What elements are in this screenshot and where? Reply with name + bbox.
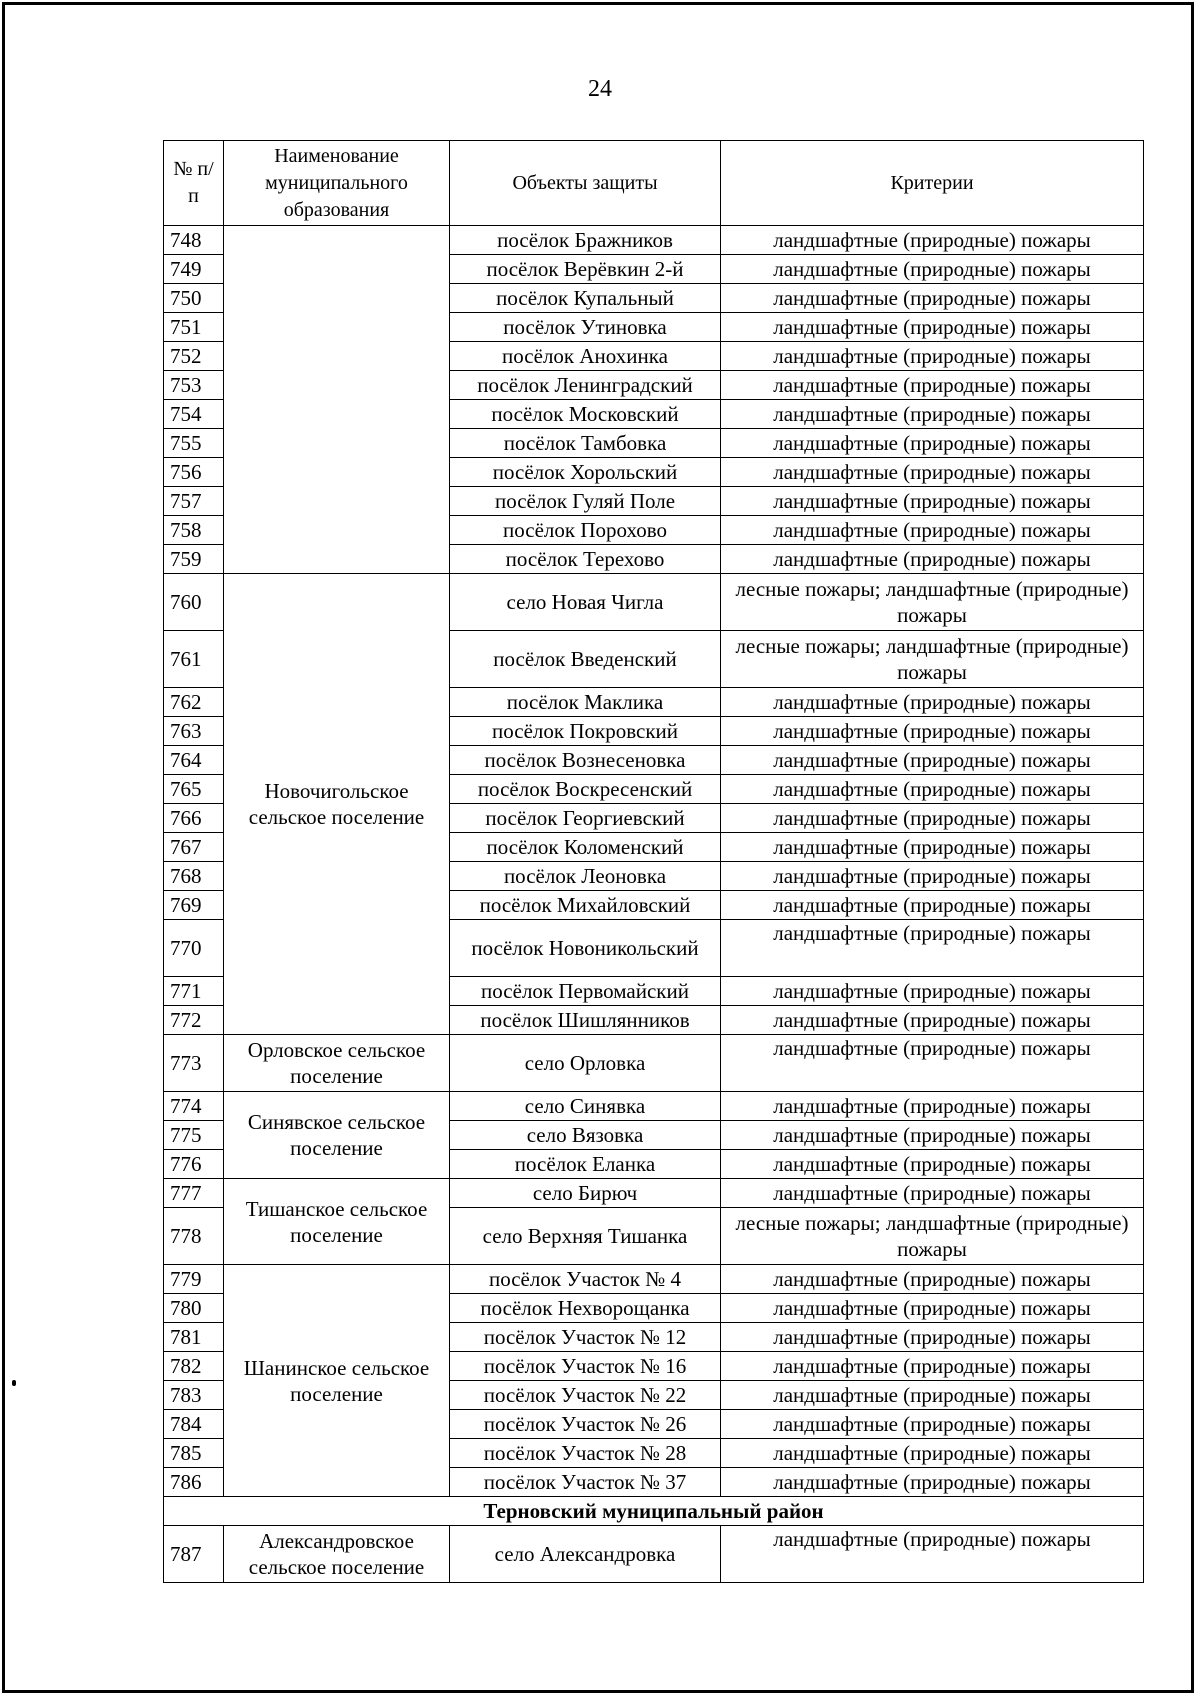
- municipality-cell: Тишанское сельское поселение: [224, 1179, 450, 1265]
- protection-object: посёлок Участок № 4: [450, 1265, 721, 1294]
- protection-object: посёлок Еланка: [450, 1150, 721, 1179]
- protection-object: село Синявка: [450, 1092, 721, 1121]
- criteria-cell: ландшафтные (природные) пожары: [721, 400, 1144, 429]
- protection-object: село Новая Чигла: [450, 574, 721, 631]
- page-number: 24: [588, 76, 612, 102]
- protection-object: посёлок Михайловский: [450, 891, 721, 920]
- row-number: 764: [164, 746, 224, 775]
- row-number: 769: [164, 891, 224, 920]
- row-number: 749: [164, 255, 224, 284]
- protection-object: посёлок Купальный: [450, 284, 721, 313]
- row-number: 782: [164, 1352, 224, 1381]
- protection-object: посёлок Тамбовка: [450, 429, 721, 458]
- protection-object: посёлок Маклика: [450, 688, 721, 717]
- protection-object: посёлок Леоновка: [450, 862, 721, 891]
- table-row: [164, 1092, 1144, 1121]
- row-number: 760: [164, 574, 224, 631]
- row-number: 773: [164, 1035, 224, 1092]
- criteria-cell: лесные пожары; ландшафтные (природные) пожары: [721, 631, 1144, 688]
- criteria-cell: ландшафтные (природные) пожары: [721, 1265, 1144, 1294]
- row-number: 787: [164, 1526, 224, 1583]
- row-number: 753: [164, 371, 224, 400]
- criteria-cell: ландшафтные (природные) пожары: [721, 1352, 1144, 1381]
- row-number: 761: [164, 631, 224, 688]
- table-row: [164, 1526, 1144, 1583]
- criteria-cell: ландшафтные (природные) пожары: [721, 1439, 1144, 1468]
- protection-object: посёлок Утиновка: [450, 313, 721, 342]
- protection-object: посёлок Новоникольский: [450, 920, 721, 977]
- protection-object: посёлок Коломенский: [450, 833, 721, 862]
- row-number: 780: [164, 1294, 224, 1323]
- row-number: 756: [164, 458, 224, 487]
- district-title: Терновский муниципальный район: [164, 1497, 1144, 1526]
- criteria-cell: ландшафтные (природные) пожары: [721, 1294, 1144, 1323]
- criteria-cell: ландшафтные (природные) пожары: [721, 1121, 1144, 1150]
- criteria-cell: ландшафтные (природные) пожары: [721, 516, 1144, 545]
- row-number: 755: [164, 429, 224, 458]
- row-number: 774: [164, 1092, 224, 1121]
- row-number: 754: [164, 400, 224, 429]
- row-number: 765: [164, 775, 224, 804]
- protection-object: посёлок Бражников: [450, 226, 721, 255]
- criteria-cell: ландшафтные (природные) пожары: [721, 920, 1144, 977]
- criteria-cell: ландшафтные (природные) пожары: [721, 1035, 1144, 1092]
- protection-object: посёлок Порохово: [450, 516, 721, 545]
- protection-object: посёлок Терехово: [450, 545, 721, 574]
- table-row: [164, 1035, 1144, 1092]
- protection-object: посёлок Хорольский: [450, 458, 721, 487]
- row-number: 770: [164, 920, 224, 977]
- protection-object: посёлок Воскресенский: [450, 775, 721, 804]
- criteria-cell: ландшафтные (природные) пожары: [721, 284, 1144, 313]
- criteria-cell: ландшафтные (природные) пожары: [721, 688, 1144, 717]
- criteria-cell: ландшафтные (природные) пожары: [721, 1526, 1144, 1583]
- criteria-cell: ландшафтные (природные) пожары: [721, 1410, 1144, 1439]
- criteria-cell: ландшафтные (природные) пожары: [721, 717, 1144, 746]
- protection-object: село Верхняя Тишанка: [450, 1208, 721, 1265]
- municipality-cell: Синявское сельское поселение: [224, 1092, 450, 1179]
- criteria-cell: ландшафтные (природные) пожары: [721, 371, 1144, 400]
- municipality-cell: Александровское сельское поселение: [224, 1526, 450, 1583]
- protection-object: посёлок Гуляй Поле: [450, 487, 721, 516]
- protection-object: село Александровка: [450, 1526, 721, 1583]
- criteria-cell: ландшафтные (природные) пожары: [721, 833, 1144, 862]
- table-header-row: [164, 141, 1144, 226]
- criteria-cell: ландшафтные (природные) пожары: [721, 226, 1144, 255]
- municipality-cell: Шанинское сельское поселение: [224, 1265, 450, 1497]
- criteria-cell: ландшафтные (природные) пожары: [721, 746, 1144, 775]
- criteria-cell: ландшафтные (природные) пожары: [721, 255, 1144, 284]
- criteria-cell: ландшафтные (природные) пожары: [721, 891, 1144, 920]
- row-number: 767: [164, 833, 224, 862]
- row-number: 775: [164, 1121, 224, 1150]
- row-number: 776: [164, 1150, 224, 1179]
- header-criteria: Критерии: [721, 141, 1144, 226]
- criteria-cell: ландшафтные (природные) пожары: [721, 1179, 1144, 1208]
- protection-object: посёлок Участок № 26: [450, 1410, 721, 1439]
- row-number: 786: [164, 1468, 224, 1497]
- criteria-cell: ландшафтные (природные) пожары: [721, 804, 1144, 833]
- protection-object: посёлок Московский: [450, 400, 721, 429]
- protection-object: посёлок Участок № 28: [450, 1439, 721, 1468]
- row-number: 783: [164, 1381, 224, 1410]
- criteria-cell: ландшафтные (природные) пожары: [721, 429, 1144, 458]
- protection-object: село Бирюч: [450, 1179, 721, 1208]
- row-number: 762: [164, 688, 224, 717]
- header-num: № п/п: [164, 141, 224, 226]
- row-number: 771: [164, 977, 224, 1006]
- criteria-cell: ландшафтные (природные) пожары: [721, 1381, 1144, 1410]
- table-row: [164, 226, 1144, 255]
- protection-object: посёлок Покровский: [450, 717, 721, 746]
- municipality-cell: [224, 226, 450, 574]
- criteria-cell: ландшафтные (природные) пожары: [721, 313, 1144, 342]
- protection-objects-table: [163, 140, 1144, 1583]
- protection-object: посёлок Шишлянников: [450, 1006, 721, 1035]
- criteria-cell: ландшафтные (природные) пожары: [721, 1323, 1144, 1352]
- row-number: 785: [164, 1439, 224, 1468]
- protection-object: посёлок Участок № 37: [450, 1468, 721, 1497]
- row-number: 752: [164, 342, 224, 371]
- row-number: 751: [164, 313, 224, 342]
- protection-object: посёлок Участок № 16: [450, 1352, 721, 1381]
- row-number: 758: [164, 516, 224, 545]
- criteria-cell: ландшафтные (природные) пожары: [721, 1092, 1144, 1121]
- protection-object: посёлок Нехворощанка: [450, 1294, 721, 1323]
- protection-object: посёлок Ленинградский: [450, 371, 721, 400]
- criteria-cell: лесные пожары; ландшафтные (природные) пожары: [721, 574, 1144, 631]
- protection-object: посёлок Анохинка: [450, 342, 721, 371]
- criteria-cell: ландшафтные (природные) пожары: [721, 342, 1144, 371]
- protection-object: село Орловка: [450, 1035, 721, 1092]
- row-number: 759: [164, 545, 224, 574]
- protection-object: посёлок Первомайский: [450, 977, 721, 1006]
- criteria-cell: ландшафтные (природные) пожары: [721, 487, 1144, 516]
- municipality-cell: Новочигольское сельское поселение: [224, 574, 450, 1035]
- criteria-cell: ландшафтные (природные) пожары: [721, 1006, 1144, 1035]
- criteria-cell: ландшафтные (природные) пожары: [721, 1468, 1144, 1497]
- row-number: 778: [164, 1208, 224, 1265]
- table-row: [164, 574, 1144, 631]
- criteria-cell: лесные пожары; ландшафтные (природные) пожары: [721, 1208, 1144, 1265]
- municipality-cell: Орловское сельское поселение: [224, 1035, 450, 1092]
- row-number: 768: [164, 862, 224, 891]
- row-number: 750: [164, 284, 224, 313]
- criteria-cell: ландшафтные (природные) пожары: [721, 977, 1144, 1006]
- row-number: 763: [164, 717, 224, 746]
- criteria-cell: ландшафтные (природные) пожары: [721, 1150, 1144, 1179]
- criteria-cell: ландшафтные (природные) пожары: [721, 458, 1144, 487]
- district-section-row: [164, 1497, 1144, 1526]
- row-number: 766: [164, 804, 224, 833]
- protection-object: посёлок Вознесеновка: [450, 746, 721, 775]
- row-number: 772: [164, 1006, 224, 1035]
- row-number: 748: [164, 226, 224, 255]
- protection-object: посёлок Георгиевский: [450, 804, 721, 833]
- protection-object: посёлок Участок № 12: [450, 1323, 721, 1352]
- header-municipality: Наименование муниципального образования: [224, 141, 450, 226]
- criteria-cell: ландшафтные (природные) пожары: [721, 862, 1144, 891]
- row-number: 781: [164, 1323, 224, 1352]
- protection-object: посёлок Верёвкин 2-й: [450, 255, 721, 284]
- criteria-cell: ландшафтные (природные) пожары: [721, 775, 1144, 804]
- row-number: 777: [164, 1179, 224, 1208]
- row-number: 757: [164, 487, 224, 516]
- row-number: 784: [164, 1410, 224, 1439]
- scan-speck: [12, 1380, 16, 1386]
- protection-object: посёлок Введенский: [450, 631, 721, 688]
- table-row: [164, 1265, 1144, 1294]
- header-objects: Объекты защиты: [450, 141, 721, 226]
- protection-object: село Вязовка: [450, 1121, 721, 1150]
- criteria-cell: ландшафтные (природные) пожары: [721, 545, 1144, 574]
- table-row: [164, 1179, 1144, 1208]
- protection-object: посёлок Участок № 22: [450, 1381, 721, 1410]
- row-number: 779: [164, 1265, 224, 1294]
